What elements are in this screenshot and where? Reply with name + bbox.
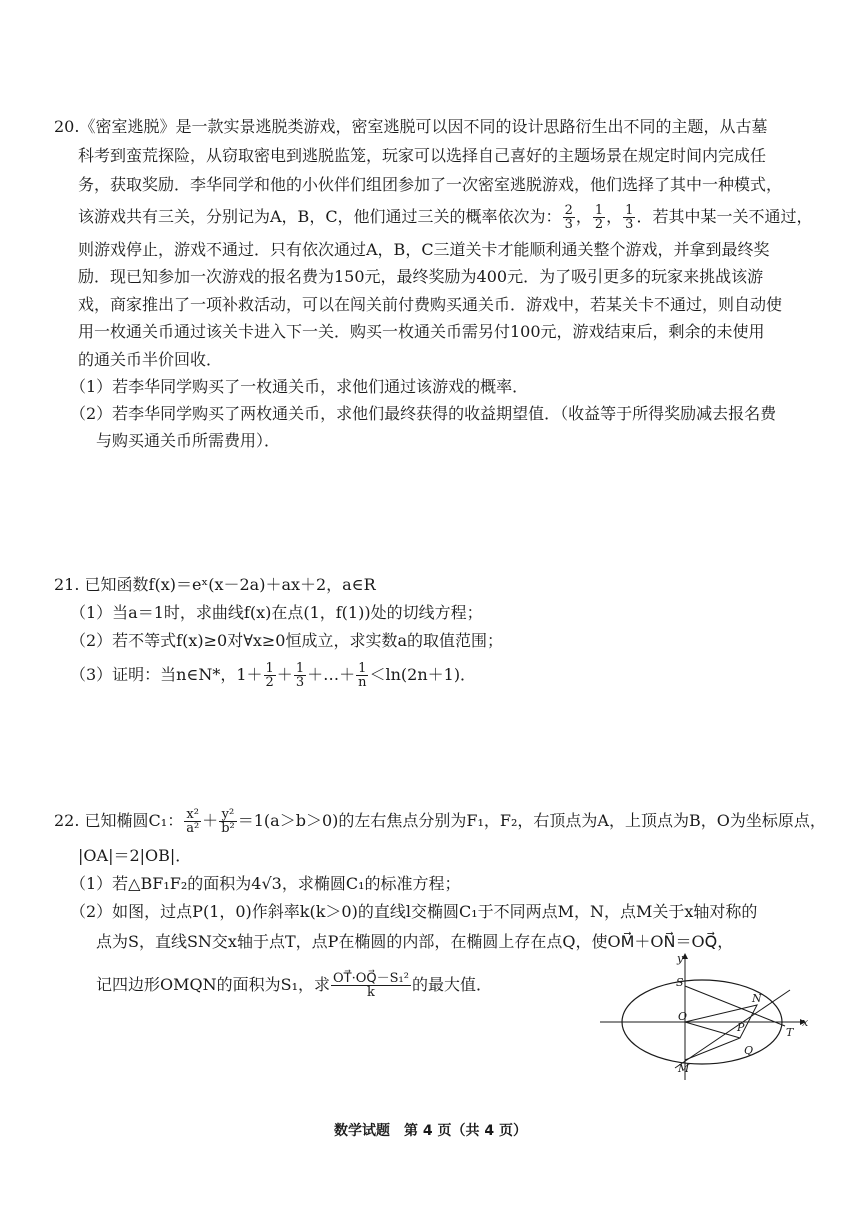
label-x: x [802, 1016, 809, 1029]
plus-sign: ＋ [276, 665, 293, 684]
fraction-numerator: 1 [594, 203, 604, 218]
q20-line-9: 的通关币半价回收． [78, 350, 223, 369]
q20-line-4a: 该游戏共有三关，分别记为A，B，C，他们通过三关的概率依次为： [78, 207, 562, 226]
fraction-numerator: OT⃗·OQ⃗－S₁² [333, 971, 409, 986]
q22-line-2: |OA|＝2|OB|． [78, 846, 192, 865]
fraction-denominator: 2 [594, 217, 604, 232]
fraction-1-n [356, 662, 368, 689]
fraction-1-2 [264, 662, 276, 689]
fraction-1-3 [294, 662, 306, 689]
q21-part-2: （2）若不等式f(x)≥0对∀x≥0恒成立，求实数a的取值范围； [70, 631, 504, 650]
q20-line-8: 用一枚通关币通过该关卡进入下一关．购买一枚通关币需另付100元，游戏结束后，剩余的未使用 [78, 322, 765, 341]
fraction-x2-a2 [184, 808, 201, 835]
fraction-denominator: 3 [625, 217, 634, 232]
fraction-numerator: 1 [265, 661, 274, 676]
label-y: y [677, 952, 684, 965]
q21-part-1: （1）当a＝1时，求曲线f(x)在点(1，f(1))处的切线方程； [70, 603, 483, 622]
q21-line-1: 21. 已知函数f(x)＝eˣ(x－2a)＋ax＋2，a∈R [54, 575, 376, 594]
ellipsis-sum: ＋…＋ [307, 665, 356, 684]
q22-part-2c-a: 记四边形OMQN的面积为S₁，求 [96, 975, 330, 994]
fraction-numerator: y² [219, 808, 237, 822]
q20-part-2a: （2）若李华同学购买了两枚通关币，求他们最终获得的收益期望值．（收益等于所得奖励减去报名费 [70, 404, 777, 423]
fraction-1-3 [623, 204, 635, 231]
q20-line-1: 20.《密室逃脱》是一款实景逃脱类游戏，密室逃脱可以因不同的设计思路衍生出不同的主题，从古墓 [54, 117, 768, 136]
fraction-2-3 [563, 204, 575, 231]
q20-line-4: 该游戏共有三关，分别记为A，B，C，他们通过三关的概率依次为： $\frac{2}{3}$ ， $\frac{1}{2}$ ， $\frac{1}{3}$ ．若其中某一关不通过， [78, 203, 813, 232]
q21-part-3a: （3）证明：当n∈N*，1＋ [70, 665, 263, 684]
label-p: P [737, 1021, 745, 1034]
q20-line-3: 务，获取奖励．李华同学和他的小伙伴们组团参加了一次密室逃脱游戏，他们选择了其中一种模式， [78, 175, 783, 194]
line-l [675, 990, 790, 1068]
q20-line-4b: ．若其中某一关不通过， [636, 207, 813, 226]
fraction-denominator: 3 [295, 675, 305, 690]
q22-line-1 [54, 808, 826, 835]
ellipse-figure [590, 950, 815, 1085]
label-n: N [752, 992, 762, 1005]
q22-line-1b: ＝1(a＞b＞0)的左右焦点分别为F₁，F₂，右顶点为A，上顶点为B，O为坐标原点， [237, 811, 826, 830]
fraction-numerator: 1 [625, 203, 634, 218]
fraction-numerator: 1 [356, 662, 368, 676]
label-m: M [678, 1062, 690, 1075]
fraction-denominator: b² [221, 821, 235, 836]
q20-line-5: 则游戏停止，游戏不通过．只有依次通过A，B，C三道关卡才能顺利通关整个游戏，并拿到最终奖 [78, 240, 770, 259]
fraction-denominator: k [367, 985, 375, 1000]
fraction-numerator: x² [184, 808, 201, 822]
q22-part-2c-b: 的最大值． [411, 975, 492, 994]
fraction-objective [331, 972, 411, 999]
fraction-denominator: a² [186, 821, 200, 836]
label-s: S [676, 976, 684, 989]
fraction-y2-b2 [219, 808, 237, 835]
page-footer: 数学试题 第 4 页（共 4 页） [334, 1123, 527, 1139]
q20-line-2: 科考到蛮荒探险，从窃取密电到逃脱监笼，玩家可以选择自己喜好的主题场景在规定时间内完成任 [78, 146, 767, 165]
q22-part-2c [96, 972, 492, 999]
q21-part-3 [70, 662, 476, 689]
q22-line-1a: 22. 已知椭圆C₁： [54, 811, 184, 830]
fraction-numerator: 2 [564, 203, 573, 218]
q22-part-2b: 点为S，直线SN交x轴于点T，点P在椭圆的内部，在椭圆上存在点Q，使OM⃗＋ON⃗＝OQ⃗， [96, 932, 734, 951]
fraction-denominator: n [358, 675, 367, 690]
q22-part-1: （1）若△BF₁F₂的面积为4√3，求椭圆C₁的标准方程； [70, 874, 461, 893]
q20-line-6: 励．现已知参加一次游戏的报名费为150元，最终奖励为400元．为了吸引更多的玩家来挑战该游 [78, 267, 764, 286]
q20-part-1: （1）若李华同学购买了一枚通关币，求他们通过该游戏的概率． [70, 377, 529, 396]
fraction-numerator: 1 [295, 661, 305, 676]
label-o: O [678, 1010, 688, 1023]
fraction-1-2 [593, 204, 605, 231]
fraction-denominator: 2 [265, 675, 274, 690]
q20-line-7: 戏，商家推出了一项补救活动，可以在闯关前付费购买通关币．游戏中，若某关卡不通过，则自动使 [78, 295, 783, 314]
q21-part-3b: ＜ln(2n＋1)． [369, 665, 477, 684]
q20-part-2b: 与购买通关币所需费用）． [96, 431, 281, 450]
q22-part-2a: （2）如图，过点P(1，0)作斜率k(k＞0)的直线l交椭圆C₁于不同两点M，N，点M关于x轴对称的 [70, 902, 758, 921]
plus-sign: ＋ [202, 811, 219, 830]
label-q: Q [744, 1044, 754, 1057]
fraction-denominator: 3 [564, 217, 573, 232]
label-t: T [786, 1026, 794, 1039]
line-sn [685, 986, 785, 1026]
